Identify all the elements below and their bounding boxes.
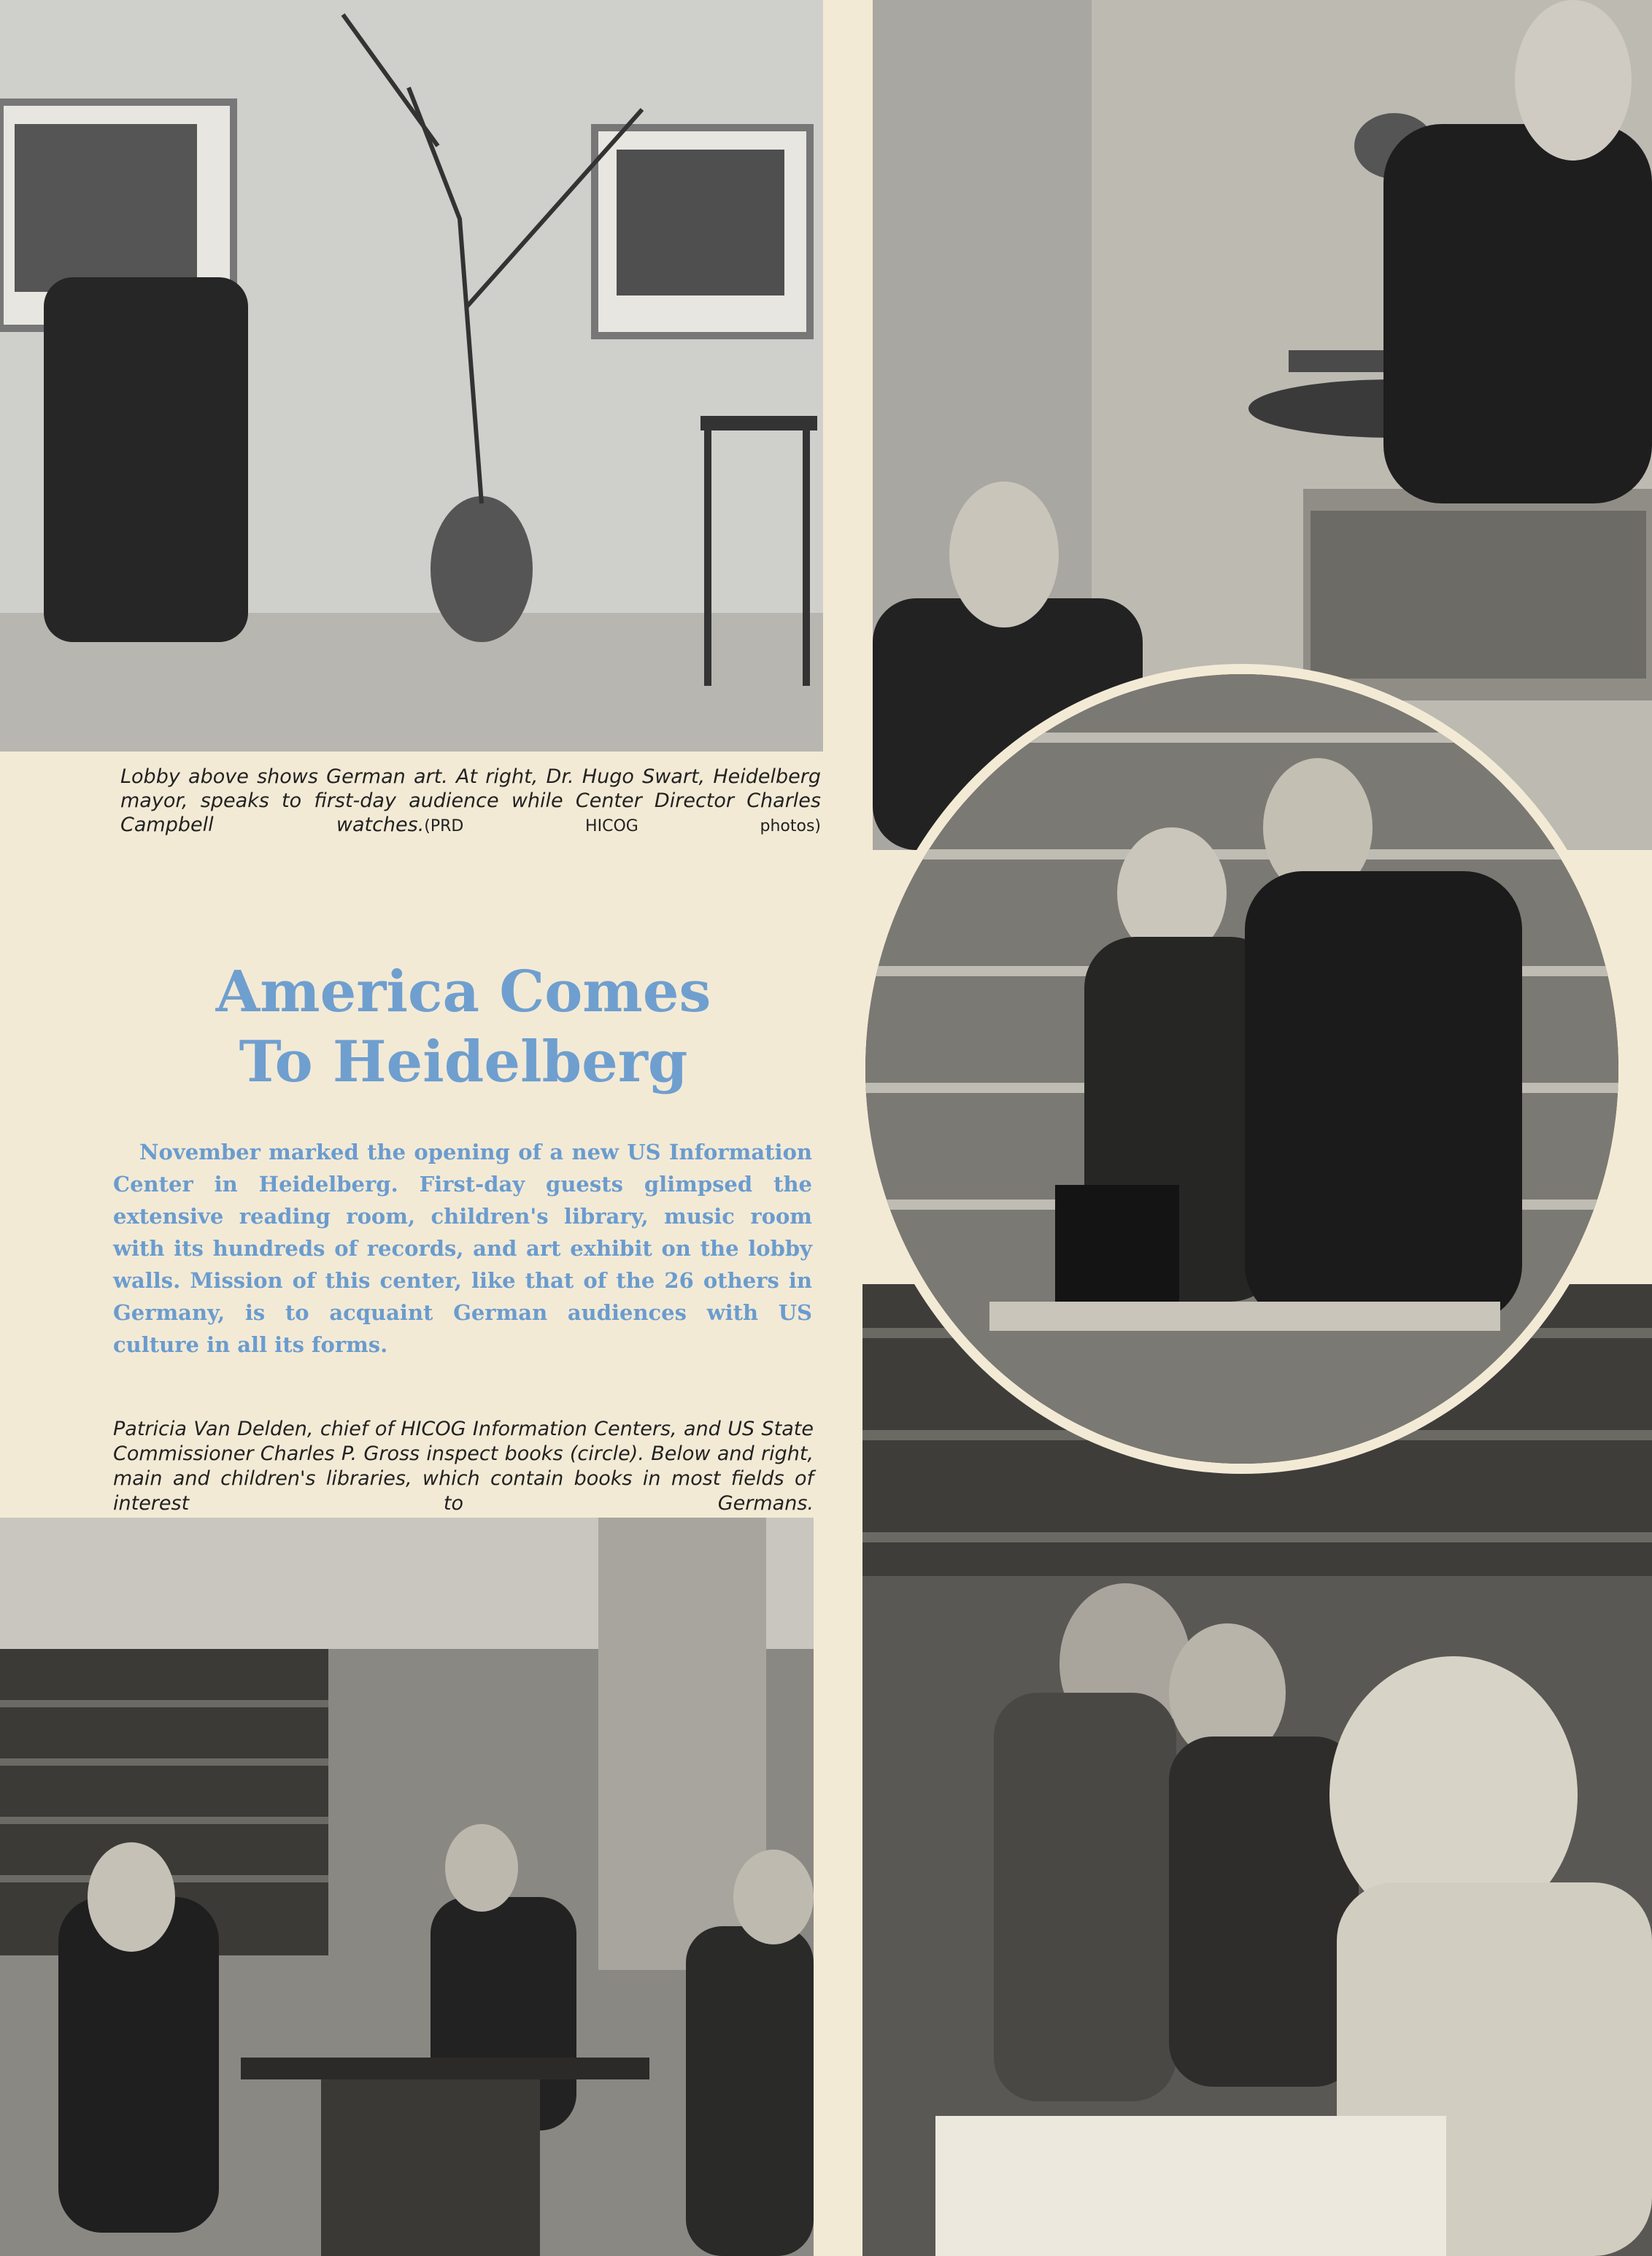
headline-line-1: America Comes: [215, 959, 711, 1026]
book-inspection-circle-photo: [855, 664, 1629, 1474]
photo-credit: (PRD HICOG photos): [424, 817, 821, 835]
headline-line-2: To Heidelberg: [239, 1029, 688, 1096]
article-body: November marked the opening of a new US Information Center in Heidelberg. First-day guests glimpsed the extensive reading room, children's library, music room with its hundreds of records, and art exhibit on the lobby walls. Mission of this center, like that of the 26 others in Germany, is to acquaint German audiences with US culture in all its forms.: [113, 1140, 812, 1357]
circle-photo-caption: Patricia Van Delden, chief of HICOG Information Centers, and US State Commissioner Charles P. Gross inspect books (circle). Below and right, main and children's libraries, which contain books in most fields of interest to Germans.: [113, 1418, 814, 1515]
reading-room-photo: [0, 1518, 814, 2256]
lobby-mayor-caption: [120, 765, 821, 838]
lobby-art-photo: [0, 0, 823, 752]
caption-top-text: Lobby above shows German art. At right, Dr. Hugo Swart, Heidelberg mayor, speaks to first-day audience while Center Director Charles Campbell watches.: [120, 765, 821, 836]
page-headline: [117, 957, 810, 1097]
